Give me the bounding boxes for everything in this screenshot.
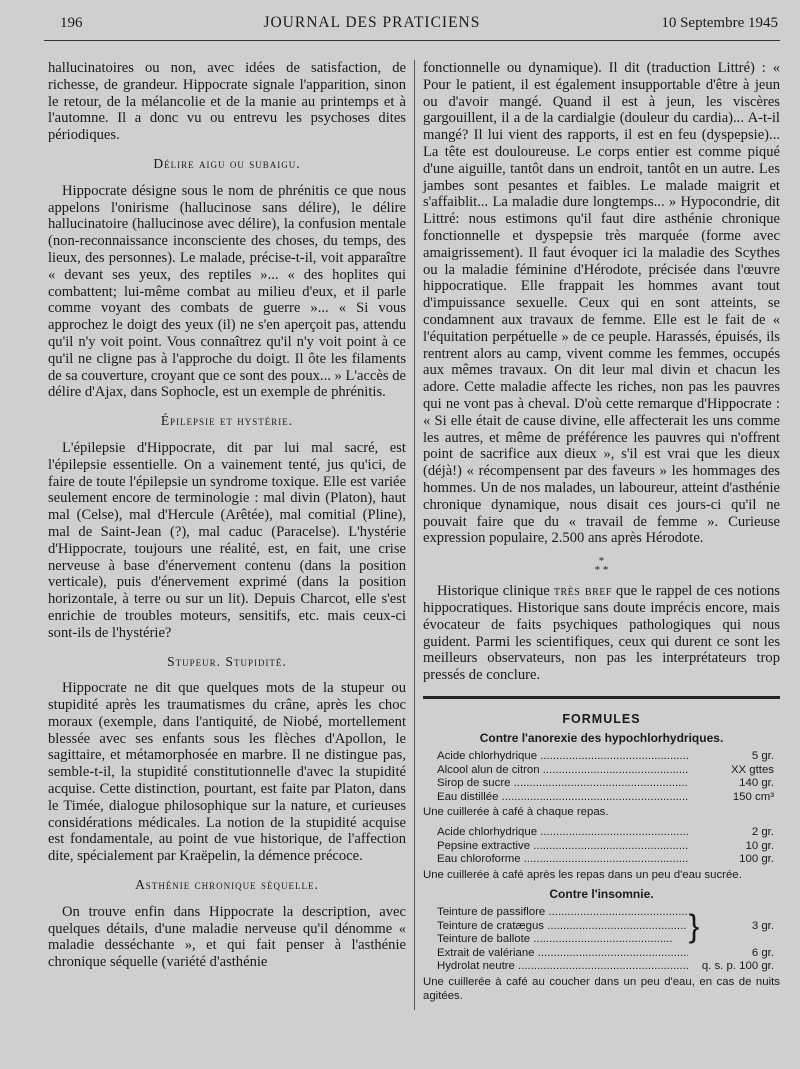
ingredient-row: [423, 960, 780, 974]
ingredient-row: [423, 826, 780, 840]
ingredient-name: Eau chloroforme .....: [437, 853, 688, 867]
section-heading: Délire aigu ou subaigu.: [153, 155, 301, 171]
issue-date: 10 Septembre 1945: [661, 15, 778, 31]
ingredient-quantity: 6 gr.: [751, 946, 774, 959]
paragraph: hallucinatoires ou non, avec idées de satisfaction, de richesse, de grandeur. Hippocrate signale l'apparition, sinon le retour, de la mélancolie et de la manie au printemps et à l'automne. Il a donc vu ou entrevu les psychoses dites périodiques.: [48, 60, 406, 144]
ingredient-name: Pepsine extractive .....: [437, 840, 688, 854]
ingredient-name: Eau distillée .....: [437, 791, 688, 805]
page-number: 196: [60, 15, 83, 31]
right-column: [423, 60, 780, 1009]
ingredient-quantity: 3 gr.: [751, 920, 774, 933]
ingredient-name: Hydrolat neutre .....: [437, 960, 688, 974]
ingredient-quantity: 100 gr.: [739, 853, 774, 866]
formules-rule: [423, 696, 780, 699]
ingredient-name: Sirop de sucre .....: [437, 777, 688, 791]
paragraph: On trouve enfin dans Hippocrate la description, avec quelques détails, d'une maladie nerveuse qu'il dénomme « maladie desséchante », et qui fait penser à l'asthénie chronique séquelle (variété d'asthénie: [48, 903, 406, 971]
ingredient-row: [423, 853, 780, 867]
header-rule: [44, 40, 780, 41]
ingredient-quantity: 5 gr.: [751, 750, 774, 763]
formula-heading: Contre l'insomnie.: [549, 887, 654, 902]
ingredient-quantity: 140 gr.: [739, 777, 774, 790]
ingredient-name: Teinture de passiflore .....: [437, 906, 688, 920]
formules-box: [423, 713, 780, 1003]
formula-heading: Contre l'anorexie des hypochlorhydriques.: [479, 731, 724, 746]
ingredient-row: [423, 840, 780, 854]
paragraph: Historique clinique très bref que le rappel de ces notions hippocratiques. Historique sans doute imprécis encore, mais évocateur de faits psychiques pathologiques qui nous guident. Parmi les scientifiques, ceux qui durent ce sont les meilleurs observateurs, non pas les interprétateurs trop pressés de conclure.: [423, 583, 780, 684]
formules-title: FORMULES: [562, 711, 641, 726]
paragraph: Hippocrate ne dit que quelques mots de la stupeur ou stupidité après les traumatismes du crâne, après les choc moraux (exemple, dans l'antiquité, de Niobé, mortellement blessée avec ses enfants sous les flèches d'Apollon, le sagittaire, et métamorphosée en marbre. Il ne distingue pas, semble-t-il, la stupidité constitutionnelle d'avec la stupidité acquise. Cette distinction, pourtant, est faite par Platon, dans le Timée, dialogue philosophique sur la nature, et curieuses considérations médicales. La notion de la stupidité acquise est fondamentale, au point de vue historique, de l'affection dite, spécialement par Kraëpelin, la démence précoce.: [48, 680, 406, 865]
dosage-note: Une cuillerée à café au coucher dans un peu d'eau, en cas de nuits agitées.: [423, 975, 780, 1002]
dosage-note: Une cuillerée à café après les repas dans un peu d'eau sucrée.: [423, 868, 742, 881]
section-heading: Épilepsie et hystérie.: [160, 413, 294, 429]
ingredient-row: [423, 750, 780, 764]
ingredient-name: Teinture de cratægus .....: [437, 920, 688, 934]
paragraph: L'épilepsie d'Hippocrate, dit par lui mal sacré, est l'épilepsie essentielle. On a vainement tenté, jus qu'ici, de faire de toute l'épilepsie un syndrome toxique. Elle est variée seulement encore de terminologie : mal divin (Platon), haut mal (Celse), mal d'Hercule (Arêtée), mal comitial (Pline), mal de Saint-Jean (?), mal caduc (Paracelse). L'hystérie d'Hippocrate, toujours une réalité, est, en fait, une crise nerveuse à base d'énervement contenu (dans la position verticale), puis d'énervement exprimé (dans la position horizontale, à terre ou sur un lit). Depuis Charcot, elle s'est enrichie de troubles moteurs, sensitifs, etc. mais ceux-ci sont-ils de l'hystérie?: [48, 439, 406, 641]
dosage-note: Une cuillerée à café à chaque repas.: [423, 806, 609, 819]
ingredient-quantity: XX gttes: [730, 763, 774, 776]
ingredient-quantity: 150 cm³: [732, 790, 774, 803]
ingredient-quantity: 2 gr.: [751, 826, 774, 839]
paragraph: Hippocrate désigne sous le nom de phrénitis ce que nous appelons l'onirisme (hallucinose sans délire), le délire hallucinatoire (hallucinose avec délire), la confusion mentale (non-reconnaissance inconsciente des choses, du temps, des lieux, des personnes). Le malade, précise-t-il, voit apparaître « devant ses yeux, des reptiles »... « des hoplites qui combattent; lui-même combat au milieu d'eux, et il parle comme voyant des combats de guerre »... « Si vous approchez le doigt des yeux (il) ne s'en aperçoit pas, attendu qu'il n'y voit point. Vous connaîtrez qu'il n'y voit point à ce qu'il ne cligne pas à l'approche du doigt. Il ôte les filaments de sa couverture, croyant que ce sont des poux... » L'accès de délire d'Ajax, dans Sophocle, est un exemple de phrénitis.: [48, 182, 407, 401]
ingredient-quantity: q. s. p. 100 gr.: [701, 960, 774, 973]
ingredient-quantity: 10 gr.: [745, 839, 774, 852]
brace-group: [423, 906, 780, 947]
journal-title: JOURNAL DES PRATICIENS: [263, 14, 481, 31]
page-header: [60, 14, 778, 36]
paragraph: fonctionnelle ou dynamique). Il dit (traduction Littré) : « Pour le patient, il est également insupportable d'être à jeun ou d'avoir mangé. Quand il est à jeun, les viscères gargouillent, il a de la cardialgie (douleur du cardia)... A-t-il mangé? Il lui vient des rapports, il est en feu (dyspepsie)... La tête est douloureuse. Le corps entier est comme piqué d'une aiguille, tantôt dans un endroit, tantôt en un autre. Les jambes sont pesantes et faibles. Le malade maigrit et s'affaiblit... La maladie dure longtemps... » Hypocondrie, dit Littré: nous estimons qu'il faut dire asthénie chronique fonctionnelle et dyspepsie très marquée (forme avec amaigrissement). Il faut évoquer ici la maladie des Scythes ou la maladie féminine d'Hérodote, précisée dans l'œuvre hippocratique. Elle frappait les hommes avant tout d'impuissance sexuelle. Ceux qui en sont atteints, se condamnent aux travaux de femme. Elle est le fait de « l'équitation perpétuelle » de ce peuple. Harassés, épuisés, ils rentrent alors au camp, vivent comme les femmes, occupés aux mêmes travaux. On dit leur mal divin et chacun les adore. Cette maladie affecte les riches, non pas les pauvres qui ne vont pas à cheval. D'où cette remarque d'Hippocrate : « Si elle était de cause divine, elle affecterait les uns comme les autres, et même de préférence les pauvres qui n'offrent point de sacrifice aux dieux », s'il est vrai que les dieux (déjà!) « récompensent par des faveurs » les hommages des hommes. Un de nos malades, un laboureur, atteint d'asthénie chronique dynamique, nous disait ces jours-ci qu'il ne pouvait faire que du « travail de femme ». Curieuse expression populaire, 2.500 ans après Hérodote.: [423, 60, 780, 547]
ingredient-row: [423, 764, 780, 778]
brace-symbol: }: [688, 908, 700, 945]
ingredient-name: Acide chlorhydrique .....: [437, 750, 688, 764]
section-stars: * * *: [594, 555, 609, 577]
column-divider: [414, 60, 415, 1010]
left-column: [48, 60, 406, 971]
section-heading: Asthénie chronique séquelle.: [135, 877, 319, 893]
ingredient-name: Extrait de valériane .....: [437, 947, 688, 961]
ingredient-name: Acide chlorhydrique .....: [437, 826, 688, 840]
ingredient-row: [423, 791, 780, 805]
ingredient-name: Alcool alun de citron .....: [437, 764, 688, 778]
ingredient-row: [423, 777, 780, 791]
section-heading: Stupeur. Stupidité.: [167, 653, 287, 669]
ingredient-row: [423, 947, 780, 961]
ingredient-name: Teinture de ballote .....: [437, 933, 688, 947]
